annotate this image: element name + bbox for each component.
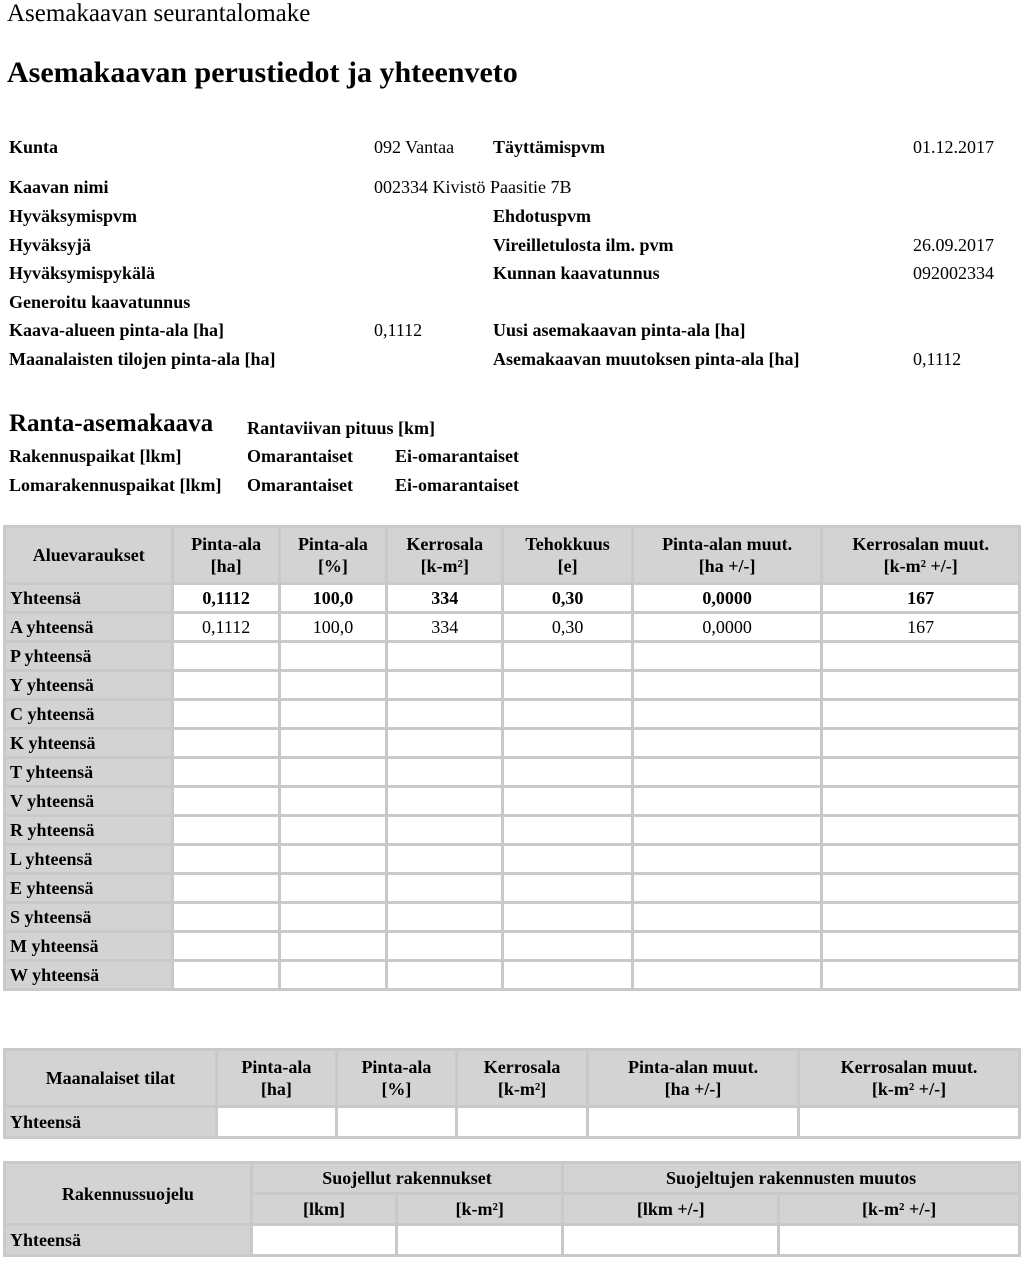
table-cell: [504, 875, 630, 901]
table-cell: [504, 701, 630, 727]
row-label: Yhteensä: [6, 585, 171, 611]
table-cell: [388, 672, 501, 698]
row-label: Yhteensä: [6, 1108, 215, 1136]
table-cell: [281, 730, 385, 756]
header-lkm-muutos: [lkm +/-]: [564, 1195, 777, 1223]
row-label: M yhteensä: [6, 933, 171, 959]
table-cell: [823, 904, 1018, 930]
header-km2-muutos: [k-m² +/-]: [780, 1195, 1018, 1223]
kunta-label: Kunta: [9, 137, 59, 157]
table-row: [6, 614, 1018, 640]
table-cell: [504, 933, 630, 959]
table-cell: [388, 817, 501, 843]
header-m-pinta-ala-ha: Pinta-ala [ha]: [218, 1051, 335, 1105]
table-cell: [458, 1108, 586, 1136]
header-kerrosalan-muut: Kerrosalan muut. [k-m² +/-]: [823, 528, 1018, 582]
row-label: Y yhteensä: [6, 672, 171, 698]
table-cell: [634, 817, 821, 843]
table-cell: [281, 962, 385, 988]
header-maanalaiset-tilat: Maanalaiset tilat: [6, 1051, 215, 1105]
table-row: [6, 585, 1018, 611]
kaavan-nimi-label: Kaavan nimi: [9, 177, 109, 197]
aluevaraukset-header-row: [6, 528, 1018, 582]
table-cell: [589, 1108, 797, 1136]
table-cell: [634, 846, 821, 872]
suojelu-header-row: [6, 1164, 1018, 1192]
vireilletulo-label: Vireilletulosta ilm. pvm: [493, 235, 674, 255]
table-cell: 0,30: [504, 585, 630, 611]
table-cell: 100,0: [281, 585, 385, 611]
table-row: [6, 701, 1018, 727]
header-km2: [k-m²]: [398, 1195, 561, 1223]
header-pinta-ala-ha: Pinta-ala [ha]: [174, 528, 277, 582]
row-label: W yhteensä: [6, 962, 171, 988]
table-cell: [634, 730, 821, 756]
table-cell: [388, 846, 501, 872]
table-cell: [398, 1226, 561, 1254]
table-cell: 0,1112: [174, 585, 277, 611]
table-row: [6, 1108, 1018, 1136]
table-cell: [823, 643, 1018, 669]
table-cell: [504, 846, 630, 872]
lomarakennuspaikat-omarantaiset: Omarantaiset: [247, 475, 353, 495]
table-cell: [281, 643, 385, 669]
table-row: [6, 933, 1018, 959]
table-cell: [634, 759, 821, 785]
maanalaiset-table: [3, 1048, 1021, 1139]
header-rakennussuojelu: Rakennussuojelu: [6, 1164, 250, 1223]
row-label: R yhteensä: [6, 817, 171, 843]
table-row: [6, 962, 1018, 988]
table-cell: [174, 672, 277, 698]
table-cell: 0,30: [504, 614, 630, 640]
table-cell: [504, 904, 630, 930]
table-cell: [281, 875, 385, 901]
vireilletulo-value: 26.09.2017: [913, 235, 994, 255]
table-cell: [823, 962, 1018, 988]
row-label: E yhteensä: [6, 875, 171, 901]
table-cell: [823, 933, 1018, 959]
header-pinta-ala-pct: Pinta-ala [%]: [281, 528, 385, 582]
table-cell: [388, 904, 501, 930]
row-label: A yhteensä: [6, 614, 171, 640]
alue-pinta-ala-value: 0,1112: [374, 320, 423, 340]
table-row: [6, 1226, 1018, 1254]
table-cell: [823, 788, 1018, 814]
table-cell: [823, 759, 1018, 785]
table-row: [6, 759, 1018, 785]
table-cell: [281, 933, 385, 959]
table-row: [6, 875, 1018, 901]
table-cell: [504, 788, 630, 814]
table-cell: [634, 904, 821, 930]
table-cell: [504, 817, 630, 843]
table-cell: 167: [823, 614, 1018, 640]
table-cell: [281, 817, 385, 843]
table-cell: [388, 875, 501, 901]
lomarakennuspaikat-label: Lomarakennuspaikat [lkm]: [9, 475, 222, 495]
table-cell: [634, 788, 821, 814]
table-cell: [281, 672, 385, 698]
table-row: [6, 904, 1018, 930]
table-cell: [281, 701, 385, 727]
row-label: T yhteensä: [6, 759, 171, 785]
table-row: [6, 730, 1018, 756]
tayttamispvm-label: Täyttämispvm: [493, 137, 605, 157]
table-cell: [634, 962, 821, 988]
table-cell: [388, 730, 501, 756]
table-row: [6, 846, 1018, 872]
header-m-pinta-ala-pct: Pinta-ala [%]: [338, 1051, 455, 1105]
page-title: Asemakaavan perustiedot ja yhteenveto: [7, 56, 518, 89]
table-cell: [174, 904, 277, 930]
table-cell: 0,0000: [634, 614, 821, 640]
table-cell: [823, 846, 1018, 872]
row-label: K yhteensä: [6, 730, 171, 756]
aluevaraukset-body: [6, 585, 1018, 988]
table-cell: [174, 846, 277, 872]
row-label: L yhteensä: [6, 846, 171, 872]
row-label: P yhteensä: [6, 643, 171, 669]
table-cell: 334: [388, 614, 501, 640]
table-cell: [281, 759, 385, 785]
rakennuspaikat-omarantaiset: Omarantaiset: [247, 446, 353, 466]
document-title: Asemakaavan seurantalomake: [7, 0, 311, 27]
header-suojeltujen-muutos: Suojeltujen rakennusten muutos: [564, 1164, 1018, 1192]
table-row: [6, 788, 1018, 814]
table-cell: 0,1112: [174, 614, 277, 640]
table-cell: [174, 788, 277, 814]
table-cell: [388, 962, 501, 988]
row-label: C yhteensä: [6, 701, 171, 727]
kunnan-tunnus-label: Kunnan kaavatunnus: [493, 263, 660, 283]
table-cell: [174, 933, 277, 959]
kaavan-nimi-value: 002334 Kivistö Paasitie 7B: [374, 177, 572, 197]
rakennuspaikat-label: Rakennuspaikat [lkm]: [9, 446, 182, 466]
generoitu-label: Generoitu kaavatunnus: [9, 292, 191, 312]
table-cell: [780, 1226, 1018, 1254]
hyvaksyja-label: Hyväksyjä: [9, 235, 92, 255]
table-cell: 100,0: [281, 614, 385, 640]
ranta-title: Ranta-asemakaava: [9, 410, 214, 437]
ehdotuspvm-label: Ehdotuspvm: [493, 206, 592, 226]
table-cell: [634, 672, 821, 698]
tayttamispvm-value: 01.12.2017: [913, 137, 994, 157]
table-cell: 0,0000: [634, 585, 821, 611]
table-cell: [388, 643, 501, 669]
maanalaiset-header-row: [6, 1051, 1018, 1105]
table-cell: [253, 1226, 395, 1254]
header-suojellut-rakennukset: Suojellut rakennukset: [253, 1164, 561, 1192]
kunnan-tunnus-value: 092002334: [913, 263, 994, 283]
header-kerrosala: Kerrosala [k-m²]: [388, 528, 501, 582]
rantaviiva-label: Rantaviivan pituus [km]: [247, 418, 436, 438]
table-cell: [634, 701, 821, 727]
uusi-pinta-ala-label: Uusi asemakaavan pinta-ala [ha]: [493, 320, 746, 340]
table-cell: [388, 788, 501, 814]
table-cell: [504, 759, 630, 785]
table-cell: [634, 933, 821, 959]
table-cell: [388, 759, 501, 785]
table-row: [6, 817, 1018, 843]
header-aluevaraukset: Aluevaraukset: [6, 528, 171, 582]
table-cell: [218, 1108, 335, 1136]
table-cell: [174, 730, 277, 756]
aluevaraukset-table: [3, 525, 1021, 991]
header-tehokkuus: Tehokkuus [e]: [504, 528, 630, 582]
kunta-value: 092 Vantaa: [374, 137, 455, 157]
table-cell: [800, 1108, 1018, 1136]
table-cell: [564, 1226, 777, 1254]
hyvaksymispvm-label: Hyväksymispvm: [9, 206, 138, 226]
pykala-label: Hyväksymispykälä: [9, 263, 156, 283]
table-cell: [281, 904, 385, 930]
header-m-kerrosala: Kerrosala [k-m²]: [458, 1051, 586, 1105]
table-cell: [338, 1108, 455, 1136]
row-label: V yhteensä: [6, 788, 171, 814]
table-cell: [174, 759, 277, 785]
table-cell: 334: [388, 585, 501, 611]
table-cell: [634, 643, 821, 669]
table-cell: [823, 817, 1018, 843]
table-cell: [174, 962, 277, 988]
table-cell: [823, 672, 1018, 698]
table-cell: [823, 875, 1018, 901]
table-cell: [174, 817, 277, 843]
table-cell: [281, 846, 385, 872]
muutos-pinta-ala-label: Asemakaavan muutoksen pinta-ala [ha]: [493, 349, 800, 369]
header-lkm: [lkm]: [253, 1195, 395, 1223]
table-cell: [174, 875, 277, 901]
muutos-pinta-ala-value: 0,1112: [913, 349, 962, 369]
table-cell: [504, 672, 630, 698]
alue-pinta-ala-label: Kaava-alueen pinta-ala [ha]: [9, 320, 225, 340]
table-cell: [388, 933, 501, 959]
table-cell: [388, 701, 501, 727]
table-cell: [823, 701, 1018, 727]
row-label: S yhteensä: [6, 904, 171, 930]
table-cell: [634, 875, 821, 901]
header-m-kerrosalan-muut: Kerrosalan muut. [k-m² +/-]: [800, 1051, 1018, 1105]
header-m-pinta-alan-muut: Pinta-alan muut. [ha +/-]: [589, 1051, 797, 1105]
maanalaiset-pinta-ala-label: Maanalaisten tilojen pinta-ala [ha]: [9, 349, 276, 369]
table-cell: 167: [823, 585, 1018, 611]
table-row: [6, 672, 1018, 698]
table-cell: [174, 701, 277, 727]
table-cell: [504, 730, 630, 756]
table-cell: [504, 962, 630, 988]
header-pinta-alan-muut: Pinta-alan muut. [ha +/-]: [634, 528, 821, 582]
table-row: [6, 643, 1018, 669]
lomarakennuspaikat-ei-omarantaiset: Ei-omarantaiset: [395, 475, 519, 495]
table-cell: [281, 788, 385, 814]
table-cell: [504, 643, 630, 669]
table-cell: [823, 730, 1018, 756]
suojelu-table: [3, 1161, 1021, 1257]
table-cell: [174, 643, 277, 669]
rakennuspaikat-ei-omarantaiset: Ei-omarantaiset: [395, 446, 519, 466]
row-label: Yhteensä: [6, 1226, 250, 1254]
